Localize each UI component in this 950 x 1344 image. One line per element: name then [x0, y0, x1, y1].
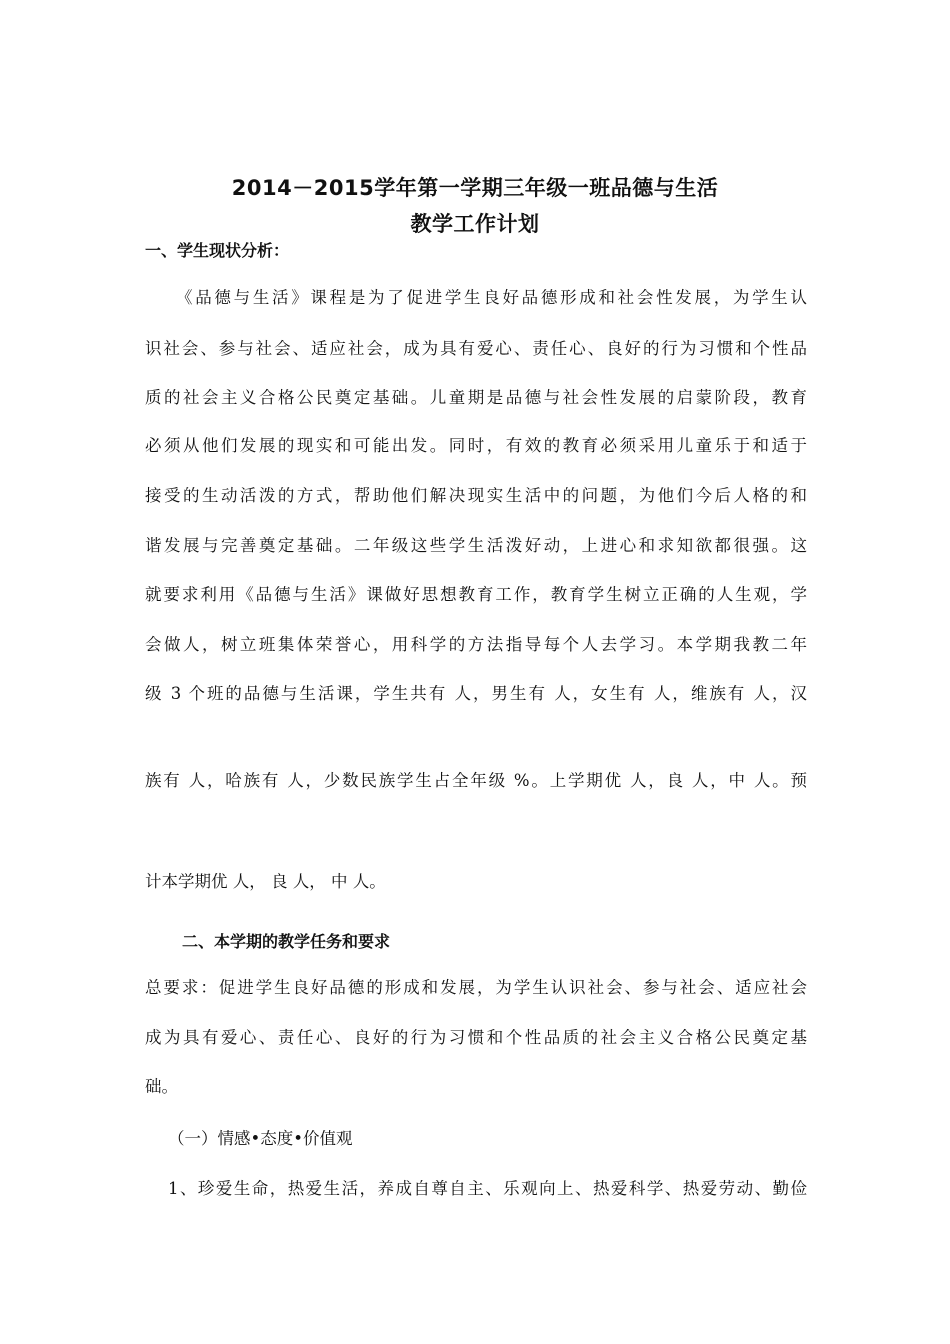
- paragraph-line: 质的社会主义合格公民奠定基础。儿童期是品德与社会性发展的启蒙阶段，教育: [145, 388, 807, 407]
- paragraph-line: 总要求：促进学生良好品德的形成和发展，为学生认识社会、参与社会、适应社会: [145, 978, 807, 997]
- paragraph-line: 识社会、参与社会、适应社会，成为具有爱心、责任心、良好的行为习惯和个性品: [145, 339, 807, 358]
- subsection-heading: （一）情感•态度•价值观: [168, 1129, 353, 1148]
- paragraph-line: 础。: [145, 1077, 178, 1096]
- list-item: 1、珍爱生命，热爱生活，养成自尊自主、乐观向上、热爱科学、热爱劳动、勤俭: [168, 1179, 807, 1198]
- paragraph-line: 就要求利用《品德与生活》课做好思想教育工作，教育学生树立正确的人生观，学: [145, 585, 807, 604]
- section1-heading: 一、学生现状分析：: [145, 241, 290, 260]
- paragraph-line: 成为具有爱心、责任心、良好的行为习惯和个性品质的社会主义合格公民奠定基: [145, 1028, 807, 1047]
- document-title-line2: 教学工作计划: [410, 212, 540, 236]
- paragraph-line: 族有 人，哈族有 人，少数民族学生占全年级 %。上学期优 人，良 人，中 人。预: [145, 771, 807, 790]
- paragraph-line: 计本学期优 人， 良 人， 中 人。: [145, 872, 386, 891]
- paragraph-line: 谐发展与完善奠定基础。二年级这些学生活泼好动，上进心和求知欲都很强。这: [145, 536, 807, 555]
- document-title-line1: 2014－2015学年第一学期三年级一班品德与生活: [231, 176, 719, 200]
- paragraph-line: 接受的生动活泼的方式，帮助他们解决现实生活中的问题，为他们今后人格的和: [145, 486, 807, 505]
- paragraph-line: 级 3 个班的品德与生活课，学生共有 人，男生有 人，女生有 人，维族有 人，汉: [145, 684, 807, 703]
- section2-heading: 二、本学期的教学任务和要求: [182, 932, 391, 951]
- paragraph-line: 会做人，树立班集体荣誉心，用科学的方法指导每个人去学习。本学期我教二年: [145, 635, 807, 654]
- paragraph-line: 《品德与生活》课程是为了促进学生良好品德形成和社会性发展，为学生认: [176, 288, 807, 307]
- paragraph-line: 必须从他们发展的现实和可能出发。同时，有效的教育必须采用儿童乐于和适于: [145, 436, 807, 455]
